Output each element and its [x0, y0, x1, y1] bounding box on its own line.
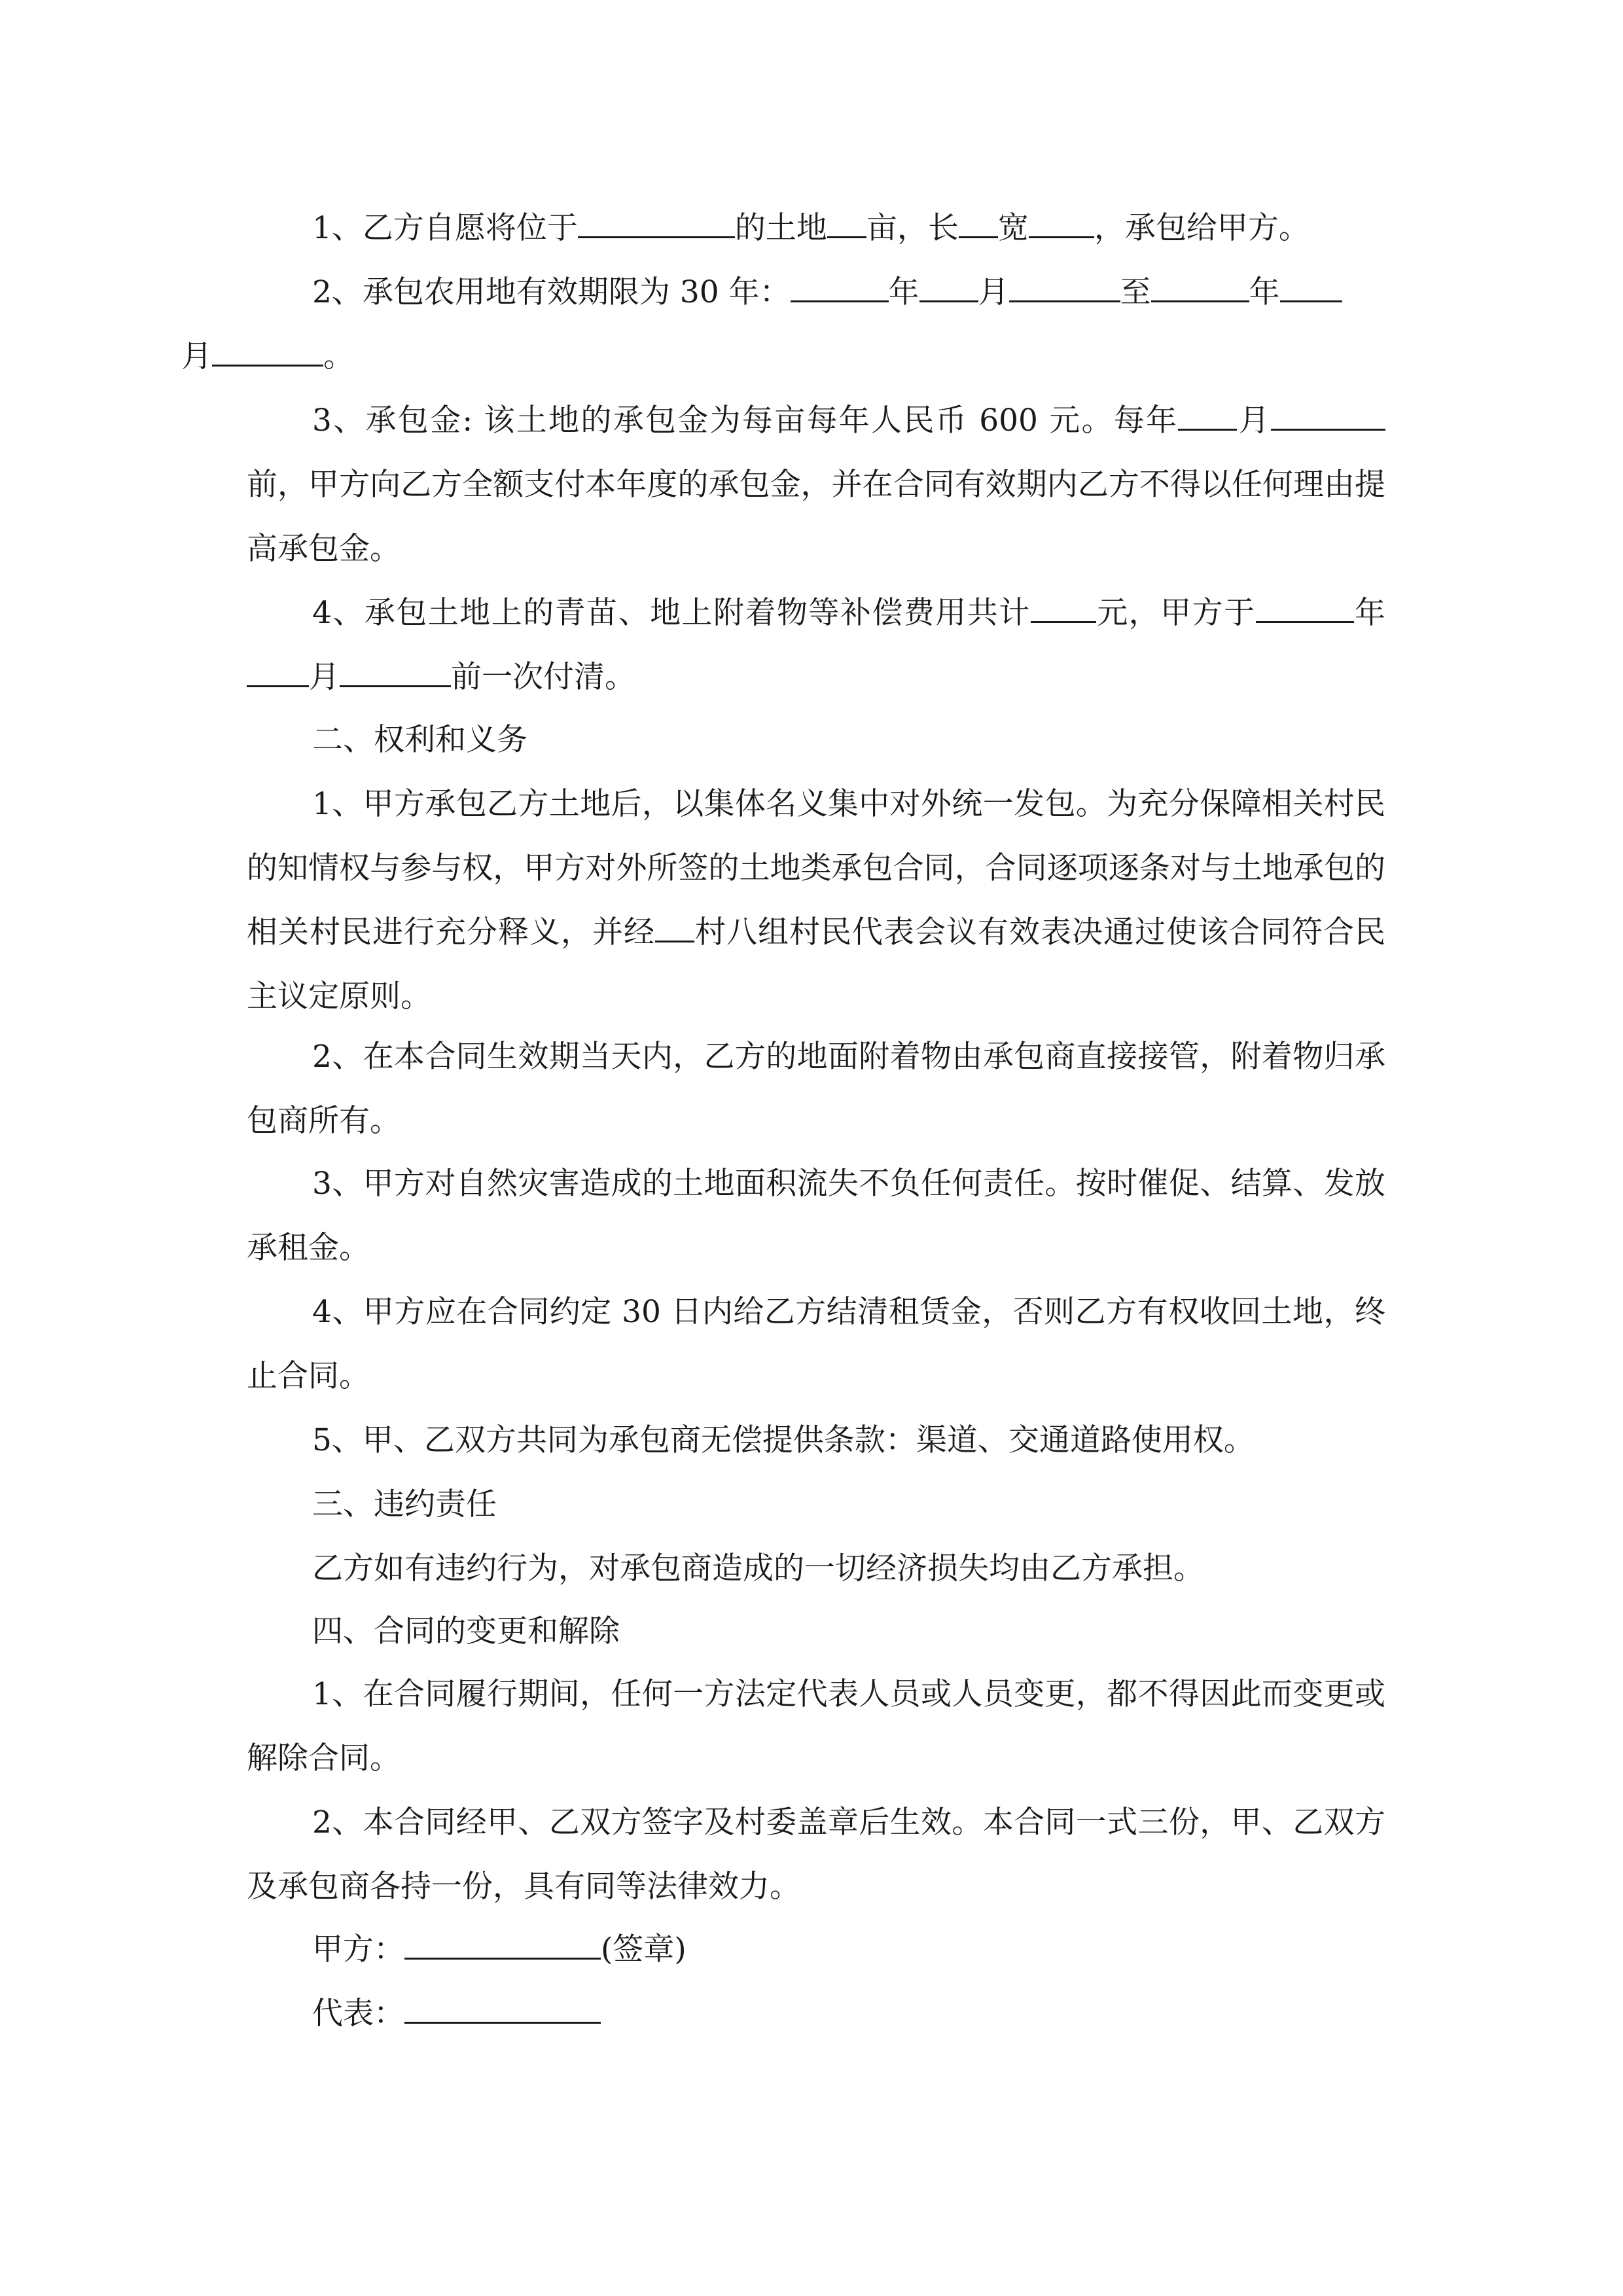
clause-1-1 — [247, 196, 1385, 260]
blank-pay-month — [1178, 403, 1237, 431]
blank-end-day — [212, 338, 323, 367]
section-2-title: 二、权利和义务 — [312, 722, 527, 758]
clause-text: 月 — [181, 338, 212, 374]
clause-text: 。 — [323, 338, 354, 374]
clause-3-text: 乙方如有违约行为，对承包商造成的一切经济损失均由乙方承担。 — [312, 1551, 1204, 1587]
clause-text: 宽 — [997, 210, 1029, 246]
blank-settle-day — [340, 659, 451, 687]
blank-start-year — [791, 274, 889, 302]
clause-4-2: 2、本合同经甲、乙双方签字及村委盖章后生效。本合同一式三份，甲、乙双方及承包商各持一份，具有同等法律效力。 — [247, 1804, 1385, 1905]
clause-4-1: 1、在合同履行期间，任何一方法定代表人员或人员变更，都不得因此而变更或解除合同。 — [247, 1676, 1385, 1776]
blank-end-month-wrap — [1280, 274, 1342, 302]
blank-start-day — [1009, 274, 1120, 302]
blank-pay-day — [1271, 403, 1385, 431]
section-4-title: 四、合同的变更和解除 — [312, 1613, 620, 1649]
blank-start-month — [919, 274, 978, 302]
signature-label: 代表： — [312, 1996, 404, 2032]
clause-text: ，承包给甲方。 — [1094, 210, 1310, 246]
clause-text: 1、甲方承包乙方土地后，以集体名义集中对外统一发包。为充分保障相关村民的知情权与参与权，甲方对外所签的土地类承包合同，合同逐项逐条对与土地承包的相关村民进行充分释义，并经 — [247, 786, 1385, 950]
clause-text: 至 — [1120, 274, 1151, 310]
signature-representative — [247, 1982, 1385, 2046]
clause-text: 年 — [888, 274, 919, 310]
blank-end-year — [1151, 274, 1249, 302]
blank-area — [827, 210, 866, 238]
blank-compensation — [1031, 595, 1096, 623]
clause-text: 月 — [1237, 403, 1272, 439]
clause-1-2 — [181, 260, 1385, 389]
clause-2-4: 4、甲方应在合同约定 30 日内给乙方结清租赁金，否则乙方有权收回土地，终止合同。 — [247, 1294, 1385, 1394]
clause-text: 前一次付清。 — [451, 659, 635, 695]
clause-text: 月 — [978, 274, 1009, 310]
clause-2-5: 5、甲、乙双方共同为承包商无偿提供条款：渠道、交通道路使用权。 — [312, 1422, 1255, 1458]
clause-2-1 — [247, 772, 1385, 1029]
clause-text: 年 — [1353, 595, 1386, 631]
section-3-title: 三、违约责任 — [312, 1486, 497, 1522]
representative-signature-field — [404, 1996, 601, 2024]
seal-note: (签章) — [601, 1931, 687, 1967]
party-a-signature-field — [404, 1931, 601, 1960]
clause-2-3: 3、甲方对自然灾害造成的土地面积流失不负任何责任。按时催促、结算、发放承租金。 — [247, 1166, 1385, 1266]
clause-text: 1、乙方自愿将位于 — [312, 210, 578, 246]
clause-text: 2、承包农用地有效期限为 30 年： — [312, 274, 791, 310]
clause-text: 前，甲方向乙方全额支付本年度的承包金，并在合同有效期内乙方不得以任何理由提高承包金。 — [247, 467, 1385, 567]
clause-2-2: 2、在本合同生效期当天内，乙方的地面附着物由承包商直接接管，附着物归承包商所有。 — [247, 1039, 1385, 1139]
signature-label: 甲方： — [312, 1931, 404, 1967]
clause-text: 亩，长 — [866, 210, 959, 246]
blank-width — [1029, 210, 1094, 238]
clause-text: 年 — [1249, 274, 1280, 310]
blank-settle-month — [247, 659, 309, 687]
clause-text: 村八组村民代表会议有效表决通过使该合同符合民主议定原则。 — [247, 914, 1385, 1014]
blank-settle-year — [1256, 595, 1354, 623]
clause-text: 4、承包土地上的青苗、地上附着物等补偿费用共计 — [312, 595, 1031, 631]
blank-village — [655, 914, 694, 942]
blank-length — [959, 210, 998, 238]
clause-text: 月 — [309, 659, 340, 695]
clause-1-3 — [247, 389, 1385, 581]
signature-party-a — [247, 1918, 1385, 1982]
blank-location — [578, 210, 735, 238]
clause-text: 3、承包金: 该土地的承包金为每亩每年人民币 600 元。每年 — [312, 403, 1179, 439]
clause-text: 的土地 — [734, 210, 827, 246]
clause-text: 元，甲方于 — [1096, 595, 1256, 631]
clause-1-4 — [247, 581, 1385, 709]
